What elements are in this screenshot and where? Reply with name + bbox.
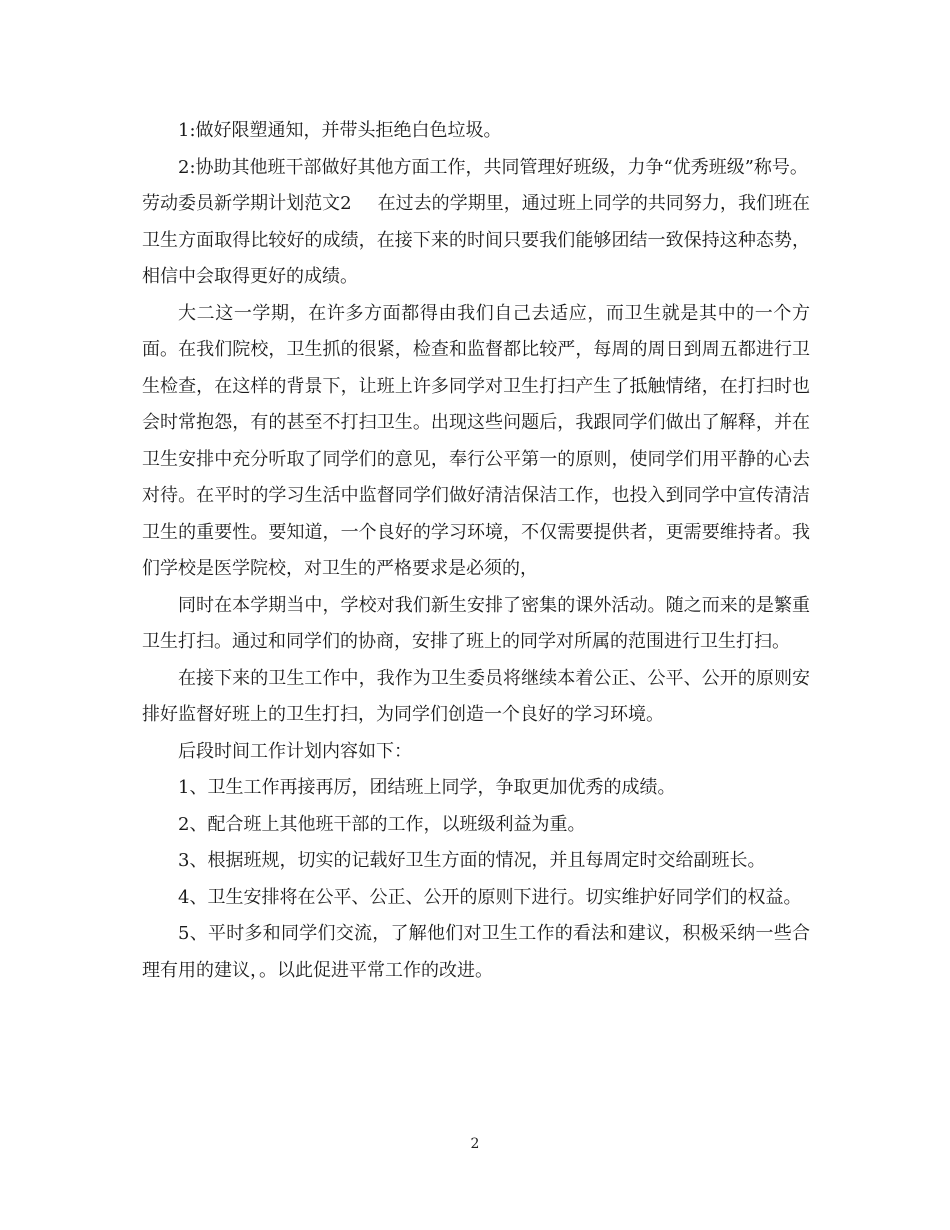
plan-item-1: 1、卫生工作再接再厉，团结班上同学，争取更加优秀的成绩。 [178,777,676,798]
plan-item-2: 2、配合班上其他班干部的工作，以班级利益为重。 [178,813,586,835]
plan-item-5: 5、平时多和同学们交流，了解他们对卫生工作的看法和建议，积极采纳一些合理有用的建议，。以此促进平常工作的改进。 [142,923,810,981]
document-body [142,113,810,989]
plan-item-4: 4、卫生安排将在公平、公正、公开的原则下进行。切实维护好同学们的权益。 [178,886,802,908]
paragraph-intro-2: 2:协助其他班干部做好其他方面工作，共同管理好班级，力争“优秀班级”称号。 [178,156,808,178]
body-paragraph-2: 同时在本学期当中，学校对我们新生安排了密集的课外活动。随之而来的是繁重卫生打扫。通过和同学们的协商，安排了班上的同学对所属的范围进行卫生打扫。 [142,594,810,652]
section-heading: 劳动委员新学期计划范文2 [142,193,352,214]
page-number: 2 [470,1136,480,1152]
section-paragraph [142,186,810,296]
plan-item-3: 3、根据班规，切实的记载好卫生方面的情况，并且每周定时交给副班长。 [178,850,766,871]
body-paragraph-4: 后段时间工作计划内容如下： [178,740,412,762]
body-paragraph-3: 在接下来的卫生工作中，我作为卫生委员将继续本着公正、公平、公开的原则安排好监督好班上的卫生打扫，为同学们创造一个良好的学习环境。 [142,667,810,725]
paragraph-intro-1: 1:做好限塑通知，并带头拒绝白色垃圾。 [178,120,502,141]
body-paragraph-1: 大二这一学期，在许多方面都得由我们自己去适应，而卫生就是其中的一个方面。在我们院校，卫生抓的很紧，检查和监督都比较严，每周的周日到周五都进行卫生检查，在这样的背景下，让班上许多同学对卫生打扫产生了抵触情绪，在打扫时也会时常抱怨，有的甚至不打扫卫生。出现这些问题后，我跟同学们做出了解释，并在卫生安排中充分听取了同学们的意见，奉行公平第一的原则，使同学们用平静的心去对待。在平时的学习生活中监督同学们做好清洁保洁工作，也投入到同学中宣传清洁卫生的重要性。要知道，一个良好的学习环境，不仅需要提供者，更需要维持者。我们学校是医学院校，对卫生的严格要求是必须的， [142,302,810,579]
section-first-paragraph-text: 在过去的学期里，通过班上同学的共同努力，我们班在卫生方面取得比较好的成绩，在接下来的时间只要我们能够团结一致保持这种态势，相信中会取得更好的成绩。 [142,193,810,287]
